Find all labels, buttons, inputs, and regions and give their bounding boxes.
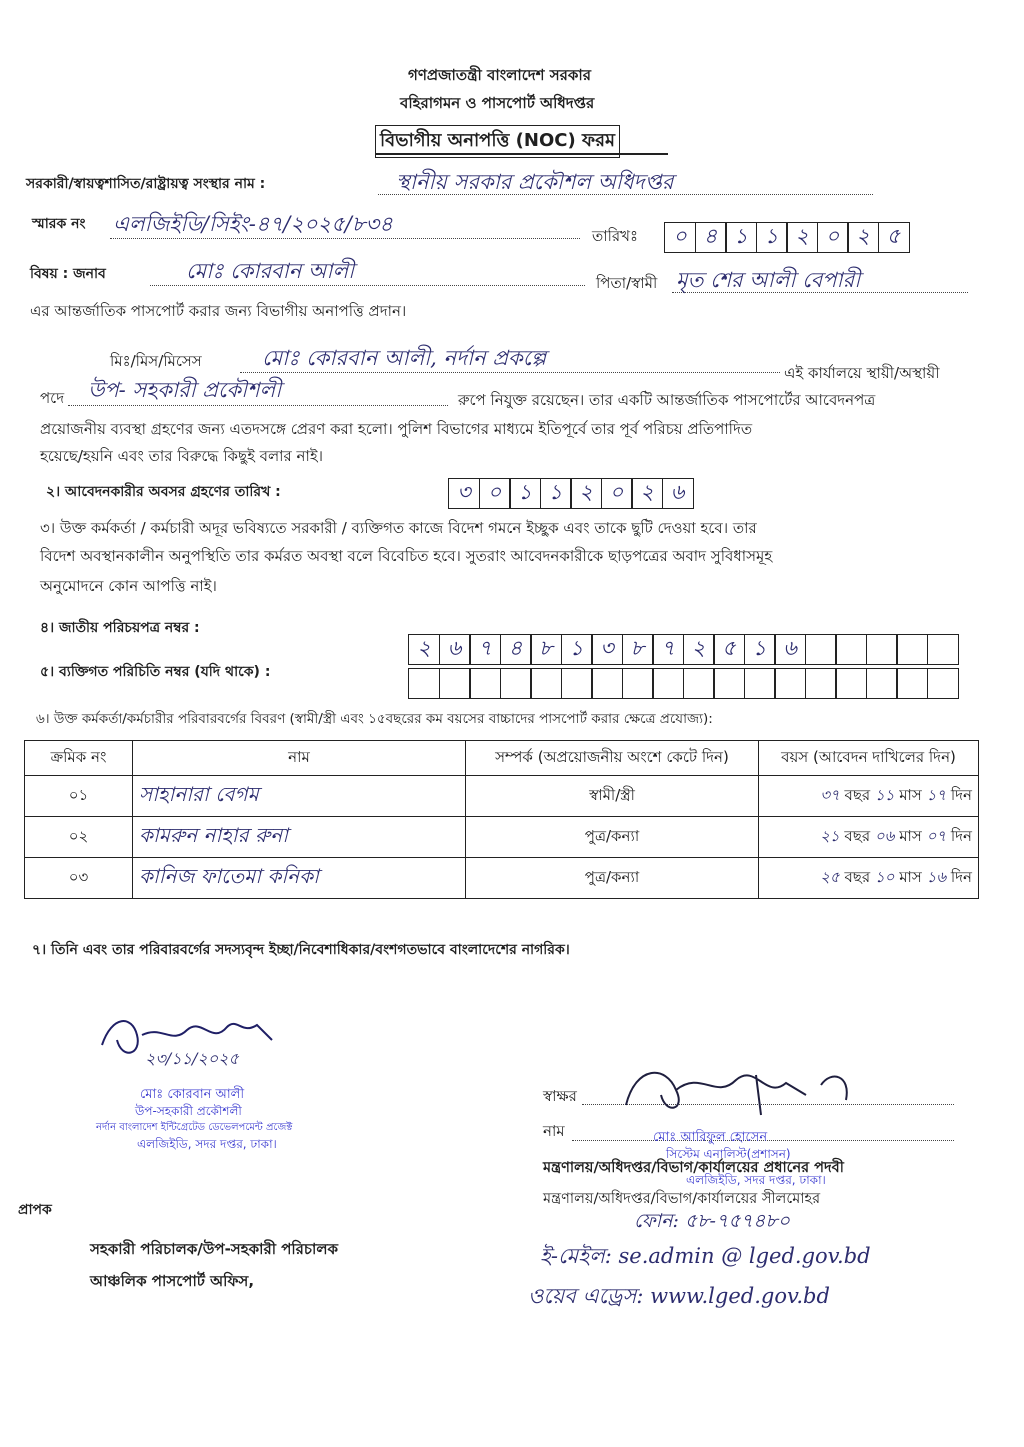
- para-line-3: প্রয়োজনীয় ব্যবস্থা গ্রহণের জন্য এতদসঙ্গে প্রেরণ করা হলো। পুলিশ বিভাগের মাধ্যমে ইতিপূর্বে তার পূর্ব পরিচয় প্রতিপাদিত: [40, 420, 753, 438]
- personal-digit: [896, 668, 928, 699]
- memo-label: স্মারক নং: [32, 216, 86, 232]
- personal-digit: [469, 668, 501, 699]
- retire-date-boxes: [448, 478, 692, 509]
- table-row: [25, 817, 979, 858]
- age-years: ২১: [820, 826, 840, 845]
- personal-digit: [713, 668, 745, 699]
- nid-digit: [866, 634, 898, 665]
- employee-name-handwritten: মোঃ কোরবান আলী, নর্দান প্রকল্পে: [262, 346, 547, 370]
- father-label: পিতা/স্বামী: [596, 274, 658, 292]
- authority-stamp-name: মোঃ আরিফুল হোসেন: [653, 1130, 768, 1145]
- retire-digit: ০: [601, 478, 633, 509]
- table-row: [25, 858, 979, 899]
- personal-digit: [561, 668, 593, 699]
- family-label: ৬। উক্ত কর্মকর্তা/কর্মচারীর পরিবারবর্গের বিবরণ (স্বামী/স্ত্রী এবং ১৫বছরের কম বয়সের বাচ্চাদের পাসপোর্ট করার ক্ষেত্রে প্রযোজ্য):: [36, 711, 713, 727]
- subject-label: বিষয় : জনাব: [30, 266, 106, 282]
- nid-digit: ৫: [713, 634, 745, 665]
- age-cell: [759, 776, 979, 817]
- personal-digit: [622, 668, 654, 699]
- table-row: [25, 776, 979, 817]
- age-cell: [759, 858, 979, 899]
- title-underline: [375, 153, 668, 155]
- memo-value: এলজিইডি/সিইং-৪৭/২০২৫/৮৩৪: [113, 212, 393, 236]
- seal-line: মন্ত্রণালয়/অধিদপ্তর/বিভাগ/কার্যালয়ের সীলমোহর: [543, 1191, 821, 1207]
- personal-digit: [408, 668, 440, 699]
- item3-line-3: অনুমোদনে কোন আপত্তি নাই।: [40, 577, 217, 595]
- nid-digit: ৭: [469, 634, 501, 665]
- col-serial: ক্রমিক নং: [25, 741, 133, 776]
- department-heading: বহিরাগমন ও পাসপোর্ট অধিদপ্তর: [400, 94, 595, 112]
- retire-digit: ১: [509, 478, 541, 509]
- recipient-label: প্রাপক: [18, 1202, 52, 1218]
- serial-cell: ০৩: [25, 858, 133, 899]
- org-value: স্থানীয় সরকার প্রকৌশল অধিদপ্তর: [396, 170, 674, 194]
- age-years: ২৫: [820, 867, 840, 886]
- age-days: ০৭: [926, 826, 947, 845]
- age-months: ১১: [874, 785, 895, 804]
- authority-email: ই-মেইল: se.admin @ lged.gov.bd: [540, 1244, 871, 1268]
- nid-digit: [896, 634, 928, 665]
- date-digit: ২: [786, 222, 818, 253]
- age-days: ১৭: [926, 785, 947, 804]
- member-name: কামরুন নাহার রুনা: [133, 817, 466, 858]
- nid-digit: ৪: [500, 634, 532, 665]
- authority-web: ওয়েব এড্রেস: www.lged.gov.bd: [528, 1284, 830, 1308]
- father-value: মৃত শের আলী বেপারী: [676, 268, 861, 292]
- applicant-sign-date: ২৩/১১/২০২৫: [145, 1049, 239, 1068]
- personal-digit: [774, 668, 806, 699]
- nid-digit: ৬: [774, 634, 806, 665]
- personal-digit: [805, 668, 837, 699]
- personal-digit: [652, 668, 684, 699]
- nid-digit: ৩: [591, 634, 623, 665]
- personal-digit: [530, 668, 562, 699]
- age-years: ৩৭: [820, 785, 840, 804]
- nid-digit: ২: [408, 634, 440, 665]
- relation-cell: পুত্র/কন্যা: [466, 858, 759, 899]
- member-name: কানিজ ফাতেমা কনিকা: [133, 858, 466, 899]
- authority-phone: ফোন: ৫৮-৭৫৭৪৮০: [634, 1210, 791, 1232]
- personal-digit: [835, 668, 867, 699]
- personal-digit: [500, 668, 532, 699]
- org-label: সরকারী/স্বায়ত্বশাসিত/রাষ্ট্রায়ত্ব সংস্থার নাম :: [26, 176, 266, 192]
- day-word: দিন: [950, 867, 972, 886]
- designation-line: মন্ত্রণালয়/অধিদপ্তর/বিভাগ/কার্যালয়ের প্রধানের পদবী: [543, 1160, 844, 1176]
- serial-cell: ০১: [25, 776, 133, 817]
- authority-signature: [606, 1055, 866, 1125]
- retire-digit: ৬: [662, 478, 694, 509]
- date-digit: ০: [817, 222, 849, 253]
- item7-text: ৭। তিনি এবং তার পরিবারবর্গের সদস্যবৃন্দ ইচ্ছা/নিবেশাধিকার/বংশগতভাবে বাংলাদেশের নাগরিক।: [32, 942, 570, 958]
- date-digit: ১: [756, 222, 788, 253]
- nid-digit: [927, 634, 959, 665]
- personal-digit: [591, 668, 623, 699]
- year-word: বছর: [844, 826, 871, 845]
- col-relation: সম্পর্ক (অপ্রয়োজনীয় অংশে কেটে দিন): [466, 741, 759, 776]
- nid-boxes: [408, 634, 957, 665]
- member-name: সাহানারা বেগম: [133, 776, 466, 817]
- govt-heading: গণপ্রজাতন্ত্রী বাংলাদেশ সরকার: [408, 66, 591, 84]
- retire-label: ২। আবেদনকারীর অবসর গ্রহণের তারিখ :: [46, 484, 281, 500]
- nid-digit: ৬: [439, 634, 471, 665]
- nid-digit: ৮: [622, 634, 654, 665]
- nid-digit: ১: [561, 634, 593, 665]
- age-months: ০৬: [874, 826, 895, 845]
- post-handwritten: উপ- সহকারী প্রকৌশলী: [88, 378, 282, 402]
- nid-digit: ২: [683, 634, 715, 665]
- authority-sign-label: স্বাক্ষর: [543, 1087, 577, 1105]
- date-digit: ৪: [695, 222, 727, 253]
- retire-digit: ০: [479, 478, 511, 509]
- subject-line-2: এর আন্তর্জাতিক পাসপোর্ট করার জন্য বিভাগীয় অনাপত্তি প্রদান।: [30, 302, 407, 320]
- applicant-stamp-office: এলজিইডি, সদর দপ্তর, ঢাকা।: [137, 1137, 277, 1151]
- applicant-stamp-post: উপ-সহকারী প্রকৌশলী: [135, 1104, 242, 1118]
- family-table: [24, 740, 979, 899]
- date-boxes: [664, 222, 908, 253]
- personal-digit: [927, 668, 959, 699]
- retire-digit: ১: [540, 478, 572, 509]
- nid-digit: [835, 634, 867, 665]
- date-digit: ৫: [878, 222, 910, 253]
- post-suffix: রুপে নিযুক্ত রয়েছেন। তার একটি আন্তর্জাতিক পাসপোর্টের আবেদনপত্র: [458, 391, 876, 409]
- age-months: ১০: [874, 867, 895, 886]
- year-word: বছর: [844, 785, 871, 804]
- item3-line-2: বিদেশ অবস্থানকালীন অনুপস্থিতি তার কর্মরত অবস্থা বলে বিবেচিত হবে। সুতরাং আবেদনকারীকে ছাড়পত্রের অবাদ সুবিধাসমূহ: [40, 547, 773, 565]
- authority-stamp-office: এলজিইডি, সদর দপ্তর, ঢাকা।: [686, 1173, 826, 1187]
- day-word: দিন: [950, 826, 972, 845]
- relation-cell: স্বামী/স্ত্রী: [466, 776, 759, 817]
- recipient-line-2: আঞ্চলিক পাসপোর্ট অফিস,: [90, 1272, 255, 1290]
- personal-id-boxes: [408, 668, 957, 699]
- form-title: বিভাগীয় অনাপত্তি (NOC) ফরম: [375, 125, 620, 158]
- month-word: মাস: [899, 867, 922, 886]
- year-word: বছর: [844, 867, 871, 886]
- subject-value: মোঃ কোরবান আলী: [186, 259, 355, 283]
- personal-digit: [866, 668, 898, 699]
- date-digit: ১: [725, 222, 757, 253]
- retire-digit: ২: [570, 478, 602, 509]
- personal-digit: [683, 668, 715, 699]
- retire-digit: ৩: [448, 478, 480, 509]
- table-header-row: [25, 741, 979, 776]
- para-suffix: এই কার্যালয়ে স্থায়ী/অস্থায়ী: [784, 364, 940, 382]
- recipient-line-1: সহকারী পরিচালক/উপ-সহকারী পরিচালক: [90, 1240, 339, 1258]
- day-word: দিন: [950, 785, 972, 804]
- post-prefix: পদে: [40, 389, 65, 407]
- authority-stamp-post: সিস্টেম এনালিস্ট(প্রশাসন): [666, 1147, 791, 1161]
- personal-digit: [744, 668, 776, 699]
- nid-label: ৪। জাতীয় পরিচয়পত্র নম্বর :: [40, 620, 200, 636]
- retire-digit: ২: [631, 478, 663, 509]
- para-prefix: মিঃ/মিস/মিসেস: [110, 352, 202, 370]
- authority-name-label: নাম: [543, 1122, 565, 1140]
- nid-digit: ৮: [530, 634, 562, 665]
- nid-digit: ৭: [652, 634, 684, 665]
- relation-cell: পুত্র/কন্যা: [466, 817, 759, 858]
- serial-cell: ০২: [25, 817, 133, 858]
- date-digit: ০: [664, 222, 696, 253]
- applicant-stamp-name: মোঃ কোরবান আলী: [140, 1087, 245, 1102]
- date-label: তারিখঃ: [592, 227, 638, 245]
- applicant-stamp-project: নর্দান বাংলাদেশ ইন্টিগ্রেটেড ডেভেলপমেন্ট প্রজেক্ট: [96, 1122, 293, 1133]
- month-word: মাস: [899, 826, 922, 845]
- personal-id-label: ৫। ব্যক্তিগত পরিচিতি নম্বর (যদি থাকে) :: [40, 664, 271, 680]
- col-name: নাম: [133, 741, 466, 776]
- date-digit: ২: [847, 222, 879, 253]
- age-cell: [759, 817, 979, 858]
- age-days: ১৬: [926, 867, 947, 886]
- personal-digit: [439, 668, 471, 699]
- item3-line-1: ৩। উক্ত কর্মকর্তা / কর্মচারী অদূর ভবিষ্যতে সরকারী / ব্যক্তিগত কাজে বিদেশ গমনে ইচ্ছুক এবং তাকে ছুটি দেওয়া হবে। তার: [40, 519, 757, 537]
- col-age: বয়স (আবেদন দাখিলের দিন): [759, 741, 979, 776]
- nid-digit: ১: [744, 634, 776, 665]
- month-word: মাস: [899, 785, 922, 804]
- nid-digit: [805, 634, 837, 665]
- para-line-4: হয়েছে/হয়নি এবং তার বিরুদ্ধে কিছুই বলার নাই।: [40, 447, 324, 465]
